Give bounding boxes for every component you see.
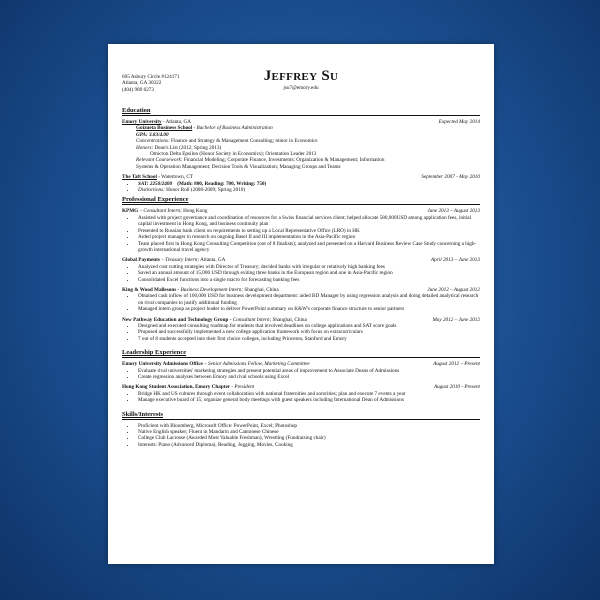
bullet-item: • Assisted with project governance and coordination of resources for a Swiss financial services client; helped allocate 580,000USD among application fees, initial capital investment in Hong Kong, and business continuity plan — [136, 215, 480, 228]
education-taft-row: The Taft School - Watertown, CT September 2007 - May 2010 — [122, 174, 480, 181]
emory-concentrations: Concentrations: Finance and Strategy & Management Consulting; minor in Economics — [136, 138, 318, 145]
experience-list — [122, 208, 480, 346]
resume-header — [122, 68, 480, 104]
bullet-item: • Designed and executed consulting roadmap for students that involved deadlines on college applications and SAT score goals — [136, 323, 480, 329]
bullet-item: • Presented to Russian bank client on requirements to setting up a Local Representative Office (LRO) in HK — [136, 228, 480, 234]
bullet-item: • Consolidated Excel functions into a single macro for forecasting banking fees — [136, 277, 480, 283]
emory-honors-2: Omicron Delta Epsilon (Honor Society in Economics); Orientation Leader 2013 — [150, 151, 317, 158]
bullet-item: • Aided project manager in research on ongoing Basel II and III implementation in the Asia-Pacific region — [136, 234, 480, 240]
education-emory-row: Emory University - Atlanta, GA Expected May 2014 — [122, 119, 480, 125]
skills-list — [122, 423, 480, 449]
phone: (404) 989 0273 — [122, 86, 154, 93]
address-line-1: 605 Asbury Circle #124171 — [122, 74, 180, 80]
bullet-item: • Analyzed cost cutting strategies with Director of Treasury; decided banks with irregular or relatively high banking fees — [136, 264, 480, 270]
bullet-item: • Evaluate rival universities' marketing strategies and present potential areas of improvement to Associate Deans of Admissions — [136, 368, 480, 374]
bullet-item: • Manage executive board of 15; organize general body meetings with guest speakers including International Dean of Admissions — [136, 397, 480, 403]
entry-bullets — [122, 391, 480, 404]
entry-bullets — [122, 215, 480, 253]
skill-item: • Proficient with Bloomberg, Microsoft Office: PowerPoint, Excel; Photoshop — [136, 423, 480, 429]
entry-header: Emory University Admissions Office – Senior Admissions Fellow, Marketing Committee August 2012 – Present — [122, 361, 480, 368]
bullet-item: • Proposed and successfully implemented a new college application framework with focus on extracurriculars — [136, 329, 480, 335]
entry-header: Hong Kong Student Association, Emory Chapter - President August 2010 - Present — [122, 384, 480, 391]
bullet-item: • Managed intern group as project leader to deliver PowerPoint summary on K&W's corporate finance structure to senior partners — [136, 306, 480, 312]
bullet-item: • Obtained cash inflow of 100,000 USD for business development department: aided BD Manager by using regression analysis and doing detailed analytical research on rival companies to justify additional funding — [136, 293, 480, 306]
email: jsu7@emory.edu — [283, 85, 319, 91]
section-leadership-heading: Leadership Experience — [122, 349, 480, 358]
entry-bullets — [122, 368, 480, 381]
entry-header: Global Payments – Treasury Intern; Atlanta, GA April 2013 – June 2013 — [122, 257, 480, 264]
skill-item: • College Club Lacrosse (Awarded Most Valuable Freshman), Wrestling (Fundraising chair) — [136, 435, 480, 441]
bullet-item: • Bridge HK and US cultures through event collaboration with national fraternities and sororities; plan and execute 7 events a year — [136, 391, 480, 397]
entry-bullets — [122, 323, 480, 342]
bullet-item: • Team placed first in Hong Kong Consulting Competition (out of 8 finalists); analyzed and presented on a Harvard Business Review Case Study concerning a high-growth international travel agency — [136, 241, 480, 254]
section-education-heading: Education — [122, 107, 480, 116]
taft-list — [122, 181, 480, 194]
emory-coursework: Relevant Coursework: Financial Modeling; Corporate Finance, Investments; Organization & Management; Information — [136, 157, 385, 164]
bullet-item: • Create regression analyses between Emory and rival schools using Excel — [136, 374, 480, 380]
leadership-list — [122, 361, 480, 407]
address-line-2: Atlanta, GA 30322 — [122, 80, 162, 87]
entry-bullets — [122, 293, 480, 312]
name-block — [122, 68, 480, 91]
entry-header: KPMG – Consultant Intern; Hong Kong June 2013 – August 2013 — [122, 208, 480, 215]
entry-header: King & Wood Mallesons - Business Development Intern; Shanghai, China June 2012 – August 2012 — [122, 286, 480, 293]
skill-item: • Native English speaker; Fluent in Mandarin and Cantonese Chinese — [136, 429, 480, 435]
emory-gpa: GPA: 3.83/4.00 — [136, 131, 169, 138]
entry-header: New Pathway Education and Technology Group - Consultant Intern; Shanghai, China May 2012 – June 2012 — [122, 316, 480, 323]
bullet-item: • Saved an annual amount of 15,000 USD through exiting three banks in the European region and one in Asia-Pacific region — [136, 270, 480, 276]
entry-bullets — [122, 264, 480, 283]
emory-coursework-2: Systems & Operation Management; Decision Tools & Visualization; Managing Groups and Teams — [136, 163, 341, 170]
emory-subschool: Goizueta Business School - Bachelor of Business Administration — [136, 125, 273, 132]
candidate-name: JEFFREY SU — [263, 68, 339, 84]
taft-sat: • SAT: 2250/2400 (Math: 800, Reading: 700, Writing: 750) — [136, 181, 480, 187]
bullet-item: • 7 out of 8 students accepted into their first choice colleges, including Princeton, Stanford and Emory — [136, 336, 480, 342]
section-experience-heading: Professional Experience — [122, 196, 480, 205]
emory-honors: Honors: Dean's List (2012; Spring 2013) — [136, 144, 222, 151]
resume-page — [108, 44, 494, 564]
taft-distinctions: • Distinctions: Honor Roll (2008-2009; Spring 2010) — [136, 187, 480, 193]
skill-item: • Interests: Piano (Advanced Diploma), Reading, Jogging, Movies, Cooking — [136, 442, 480, 448]
section-skills-heading: Skills/Interests — [122, 411, 480, 420]
